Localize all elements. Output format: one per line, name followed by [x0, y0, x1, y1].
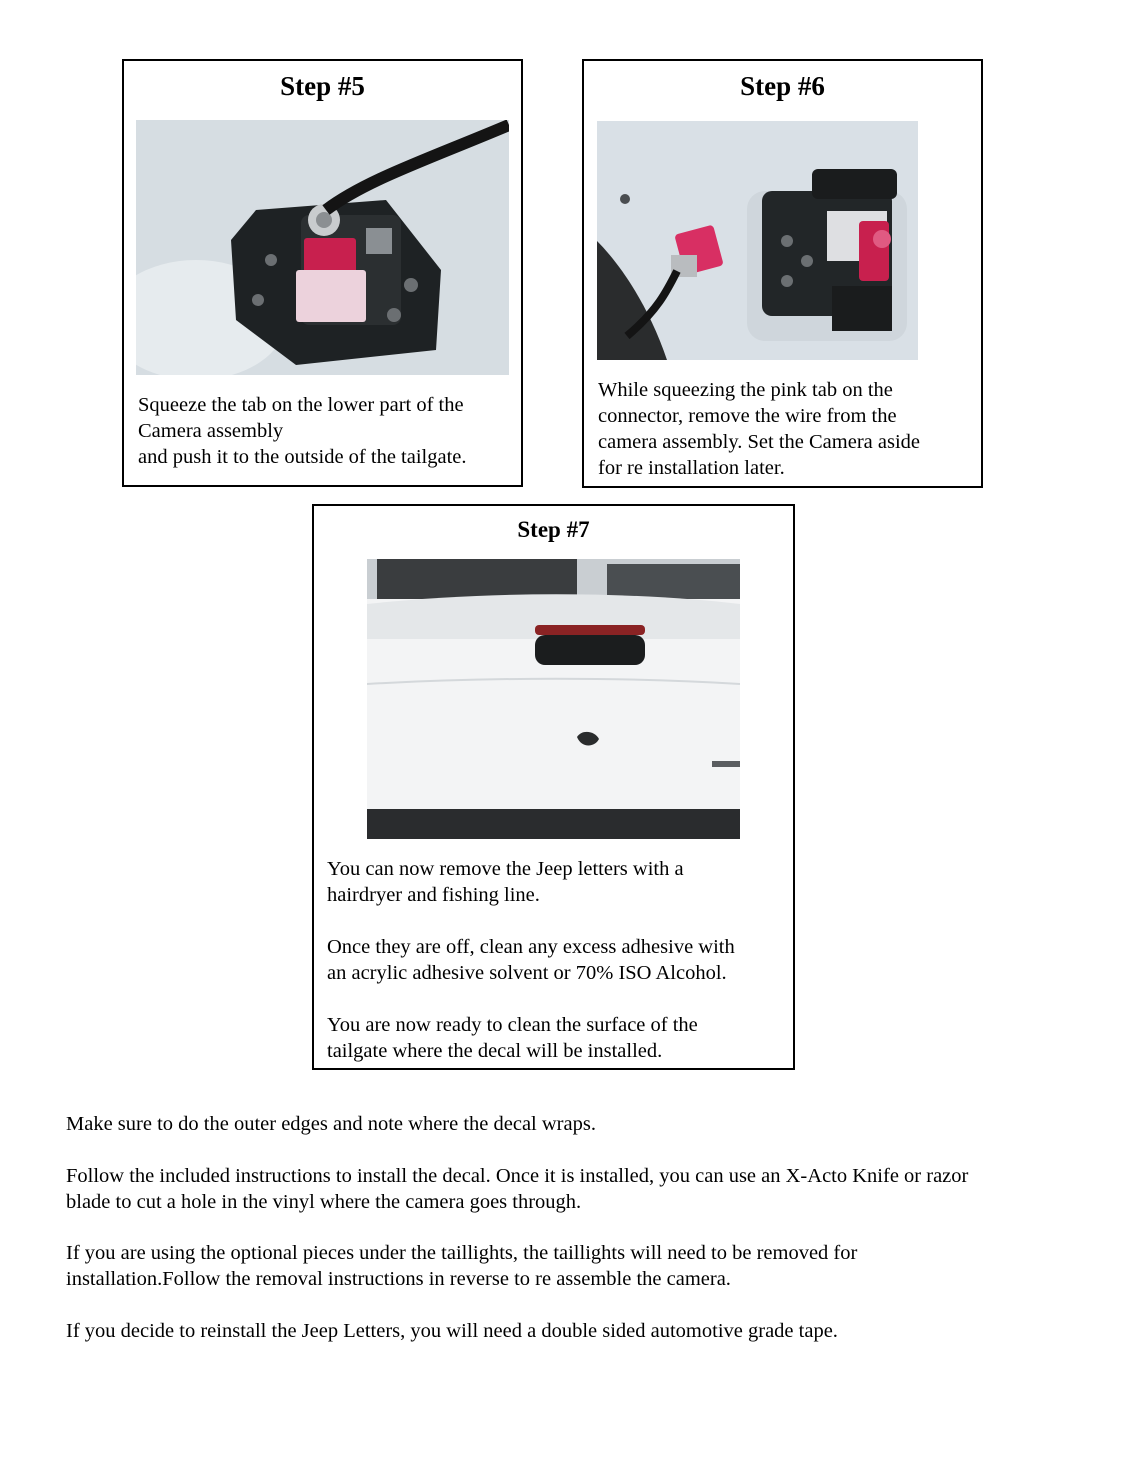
caption-line: Camera assembly — [138, 420, 284, 442]
caption-line: You are now ready to clean the surface of the — [327, 1014, 698, 1036]
body-paragraph-3-line-2: installation.Follow the removal instructions in reverse to re assemble the camera. — [66, 1268, 731, 1290]
step-6-box — [582, 59, 983, 488]
caption-line: an acrylic adhesive solvent or 70% ISO Alcohol. — [327, 962, 727, 984]
step-7-box — [312, 504, 795, 1070]
body-paragraph-4: If you decide to reinstall the Jeep Letters, you will need a double sided automotive grade tape. — [66, 1320, 838, 1342]
step-5-caption — [138, 392, 513, 470]
caption-line: You can now remove the Jeep letters with a — [327, 858, 684, 880]
caption-line: for re installation later. — [598, 457, 785, 479]
body-paragraph-1: Make sure to do the outer edges and note where the decal wraps. — [66, 1113, 596, 1135]
step-7-caption — [327, 856, 789, 1064]
body-paragraph-2-line-2: blade to cut a hole in the vinyl where the camera goes through. — [66, 1191, 582, 1213]
caption-line: camera assembly. Set the Camera aside — [598, 431, 920, 453]
caption-line: and push it to the outside of the tailgate. — [138, 446, 467, 468]
caption-line: While squeezing the pink tab on the — [598, 379, 893, 401]
caption-line: connector, remove the wire from the — [598, 405, 897, 427]
step-6-title: Step #6 — [740, 71, 825, 101]
body-text — [66, 1111, 1076, 1351]
caption-line: Once they are off, clean any excess adhesive with — [327, 936, 735, 958]
step-6-caption — [598, 377, 976, 481]
step-5-box — [122, 59, 523, 487]
caption-line: tailgate where the decal will be installed. — [327, 1040, 663, 1062]
step-6-photo — [597, 121, 918, 360]
step-7-title: Step #7 — [517, 517, 590, 542]
body-paragraph-2-line-1: Follow the included instructions to install the decal. Once it is installed, you can use an X-Acto Knife or razor — [66, 1165, 969, 1187]
step-5-title: Step #5 — [280, 71, 365, 101]
caption-line: hairdryer and fishing line. — [327, 884, 540, 906]
caption-line: Squeeze the tab on the lower part of the — [138, 394, 464, 416]
body-paragraph-3-line-1: If you are using the optional pieces under the taillights, the taillights will need to be removed for — [66, 1242, 858, 1264]
step-7-photo — [367, 559, 740, 839]
step-5-photo — [136, 120, 509, 375]
